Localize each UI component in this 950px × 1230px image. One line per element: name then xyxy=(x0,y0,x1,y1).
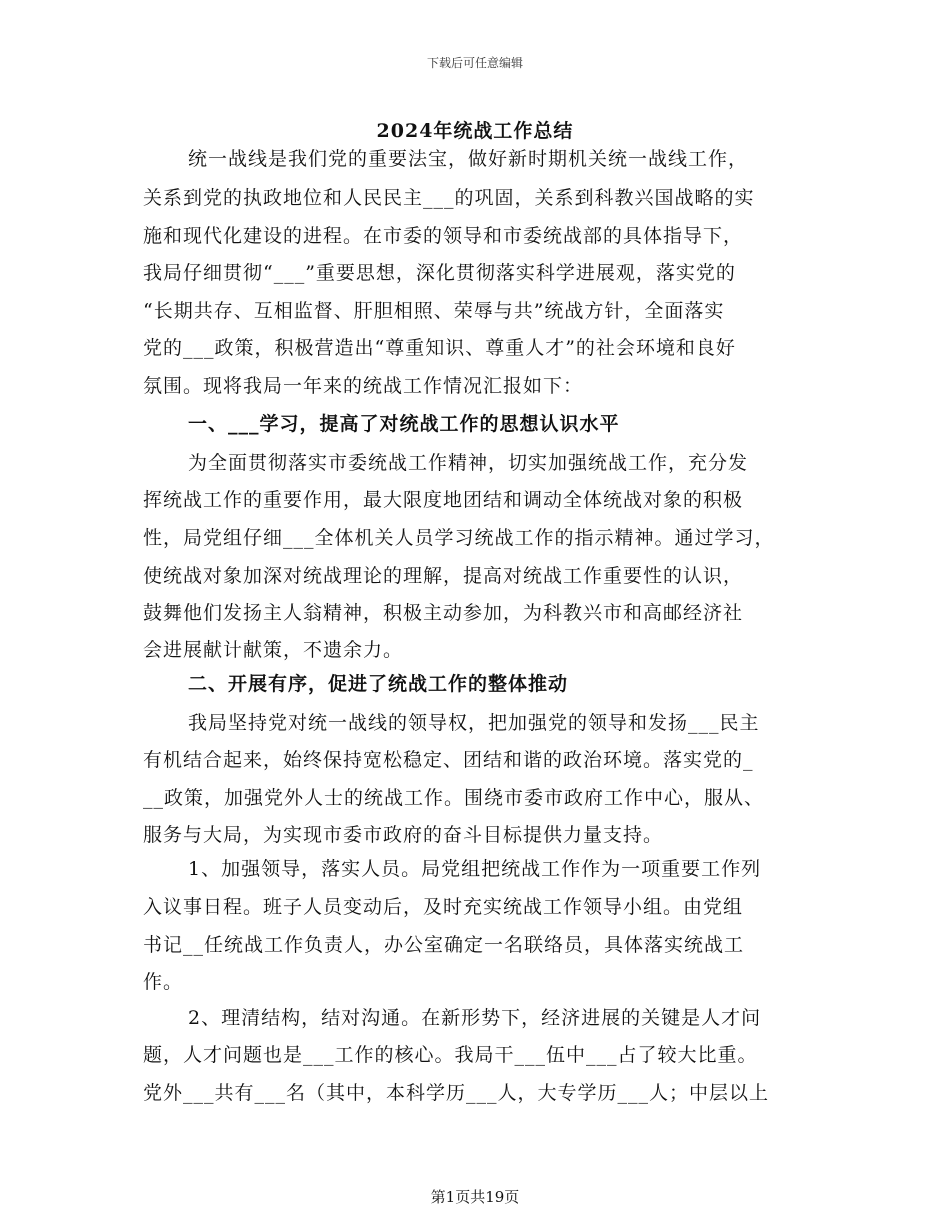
paragraph-line: 统一战线是我们党的重要法宝，做好新时期机关统一战线工作， xyxy=(188,148,749,170)
paragraph-line: 氛围。现将我局一年来的统战工作情况汇报如下： xyxy=(143,375,584,397)
header-note: 下载后可任意编辑 xyxy=(426,56,523,70)
paragraph-line: __政策，加强党外人士的统战工作。围绕市委市政府工作中心，服从、 xyxy=(143,787,765,809)
paragraph-line: 鼓舞他们发扬主人翁精神，积极主动参加，为科教兴市和高邮经济社 xyxy=(143,602,744,624)
paragraph-line: 党的___政策，积极营造出“尊重知识、尊重人才”的社会环境和良好 xyxy=(143,337,736,359)
paragraph-line: “长期共存、互相监督、肝胆相照、荣辱与共”统战方针，全面落实 xyxy=(143,300,725,322)
paragraph-line: 党外___共有___名（其中，本科学历___人，大专学历___人；中层以上 xyxy=(143,1082,770,1104)
paragraph-line: 有机结合起来，始终保持宽松稳定、团结和谐的政治环境。落实党的_ xyxy=(143,749,754,771)
paragraph-line: 2、理清结构，结对沟通。在新形势下，经济进展的关键是人才问 xyxy=(188,1007,762,1029)
paragraph-line: 服务与大局，为实现市委市政府的奋斗目标提供力量支持。 xyxy=(143,824,664,846)
paragraph-line: 挥统战工作的重要作用，最大限度地团结和调动全体统战对象的积极 xyxy=(143,489,744,511)
page-footer: 第1页共19页 xyxy=(430,1188,520,1206)
paragraph-line: 题，人才问题也是___工作的核心。我局干___伍中___占了较大比重。 xyxy=(143,1044,758,1066)
paragraph-line: 性，局党组仔细___全体机关人员学习统战工作的指示精神。通过学习， xyxy=(143,527,775,549)
paragraph-line: 为全面贯彻落实市委统战工作精神，切实加强统战工作，充分发 xyxy=(188,452,749,474)
paragraph-line: 关系到党的执政地位和人民民主___的巩固，关系到科教兴国战略的实 xyxy=(143,187,755,209)
paragraph-line: 会进展献计献策，不遗余力。 xyxy=(143,639,404,661)
paragraph-line: 作。 xyxy=(143,971,184,993)
paragraph-line: 入议事日程。班子人员变动后，及时充实统战工作领导小组。由党组 xyxy=(143,896,744,918)
document-title: 2024年统战工作总结 xyxy=(376,120,574,142)
paragraph-line: 施和现代化建设的进程。在市委的领导和市委统战部的具体指导下， xyxy=(143,225,744,247)
paragraph-line: 我局坚持党对统一战线的领导权，把加强党的领导和发扬___民主 xyxy=(188,712,760,734)
paragraph-line: 我局仔细贯彻“___”重要思想，深化贯彻落实科学进展观，落实党的 xyxy=(143,262,736,284)
paragraph-line: 书记__任统战工作负责人，办公室确定一名联络员，具体落实统战工 xyxy=(143,934,745,956)
section-heading: 一、___学习，提高了对统战工作的思想认识水平 xyxy=(188,413,620,435)
paragraph-line: 1、加强领导，落实人员。局党组把统战工作作为一项重要工作列 xyxy=(188,858,762,880)
paragraph-line: 使统战对象加深对统战理论的理解，提高对统战工作重要性的认识， xyxy=(143,565,744,587)
section-heading: 二、开展有序，促进了统战工作的整体推动 xyxy=(188,673,569,695)
